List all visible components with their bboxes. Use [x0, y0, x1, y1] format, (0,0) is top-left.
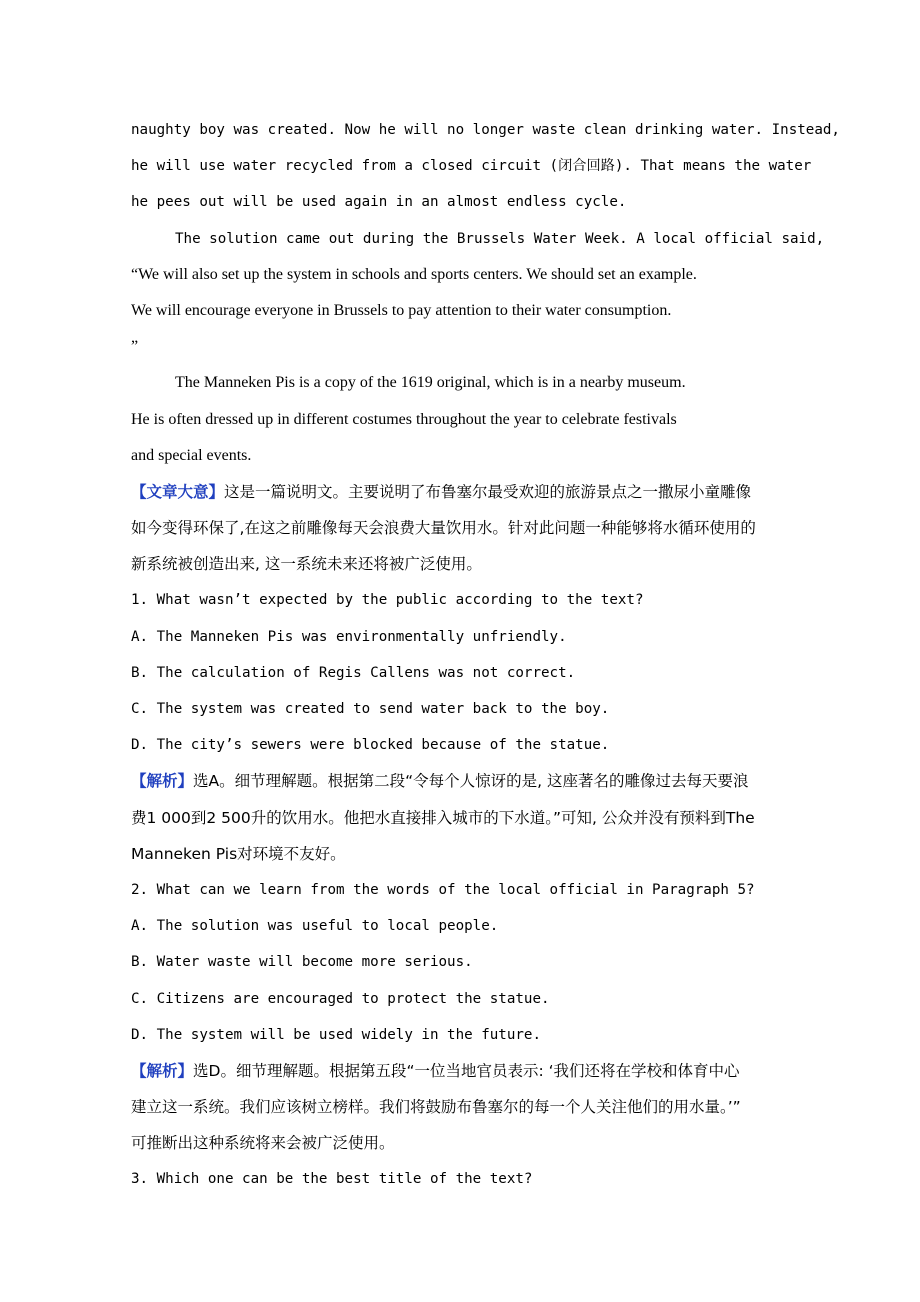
passage-line: ”: [131, 338, 139, 356]
summary-line: 新系统被创造出来, 这一系统未来还将被广泛使用。: [131, 555, 482, 574]
answer-option: C. Citizens are encouraged to protect the statue.: [131, 990, 550, 1007]
answer-option: D. The system will be used widely in the future.: [131, 1026, 541, 1043]
passage-line: he pees out will be used again in an almost endless cycle.: [131, 194, 627, 211]
passage-line: He is often dressed up in different costumes throughout the year to celebrate festivals: [131, 410, 677, 428]
analysis-line: 建立这一系统。我们应该树立榜样。我们将鼓励布鲁塞尔的每一个人关注他们的用水量。’”: [131, 1098, 741, 1117]
passage-line: “We will also set up the system in schools and sports centers. We should set an example.: [131, 265, 697, 283]
passage-line: We will encourage everyone in Brussels to pay attention to their water consumption.: [131, 301, 672, 319]
answer-option: B. The calculation of Regis Callens was not correct.: [131, 664, 576, 681]
analysis-line: [131, 1053, 791, 1089]
summary-line: 如今变得环保了,在这之前雕像每天会浪费大量饮用水。针对此问题一种能够将水循环使用的: [131, 519, 756, 538]
question-stem: 3. Which one can be the best title of the text?: [131, 1171, 533, 1188]
answer-option: C. The system was created to send water back to the boy.: [131, 701, 610, 717]
answer-option: D. The city’s sewers were blocked because of the statue.: [131, 737, 610, 754]
answer-option: B. Water waste will become more serious.: [131, 954, 473, 971]
answer-option: A. The solution was useful to local people.: [131, 918, 499, 935]
analysis-text: 选A。细节理解题。根据第二段“令每个人惊讶的是, 这座著名的雕像过去每天要浪: [193, 772, 749, 791]
passage-line: naughty boy was created. Now he will no longer waste clean drinking water. Instead,: [131, 122, 840, 138]
passage-line: The solution came out during the Brussels Water Week. A local official said,: [175, 230, 825, 247]
question-stem: 1. What wasn’t expected by the public according to the text?: [131, 592, 644, 609]
analysis-line: [131, 763, 791, 799]
analysis-line: 费1 000到2 500升的饮用水。他把水直接排入城市的下水道。”可知, 公众并没有预料到The: [131, 808, 755, 827]
passage-line: and special events.: [131, 446, 252, 464]
answer-option: A. The Manneken Pis was environmentally unfriendly.: [131, 628, 567, 645]
analysis-line: 可推断出这种系统将来会被广泛使用。: [131, 1134, 395, 1153]
passage-line: The Manneken Pis is a copy of the 1619 original, which is in a nearby museum.: [175, 374, 686, 392]
analysis-tag: 【解析】: [131, 772, 194, 791]
summary-tag: 【文章大意】: [131, 482, 225, 501]
passage-line: he will use water recycled from a closed circuit (闭合回路). That means the water: [131, 158, 812, 175]
analysis-line: Manneken Pis对环境不友好。: [131, 844, 346, 863]
analysis-tag: 【解析】: [131, 1061, 194, 1080]
summary-text: 这是一篇说明文。主要说明了布鲁塞尔最受欢迎的旅游景点之一撒尿小童雕像: [224, 482, 752, 501]
question-stem: 2. What can we learn from the words of the local official in Paragraph 5?: [131, 881, 755, 898]
analysis-text: 选D。细节理解题。根据第五段“一位当地官员表示: ‘我们还将在学校和体育中心: [193, 1061, 740, 1080]
document-page: [131, 112, 840, 1198]
summary-line: [131, 474, 791, 510]
